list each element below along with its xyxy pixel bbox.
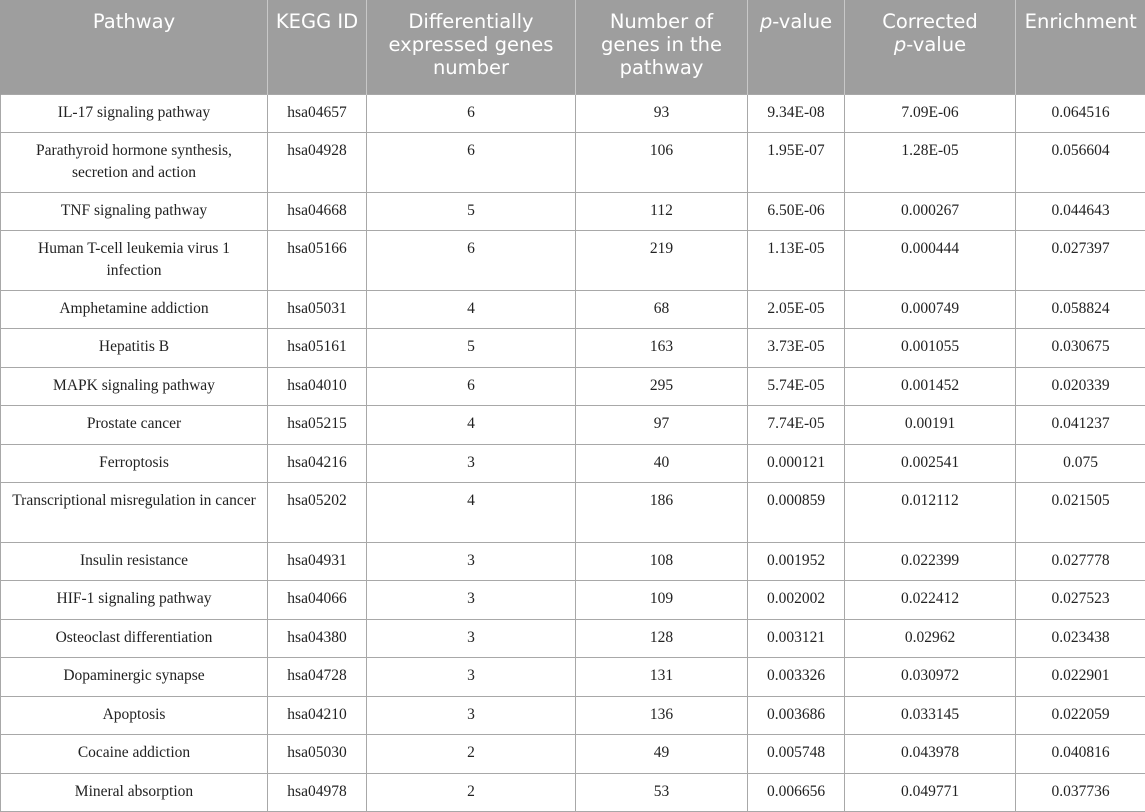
cell-p-value: 0.003686	[748, 696, 845, 735]
cell-pathway: IL-17 signaling pathway	[1, 94, 268, 133]
cell-corrected-p-value: 0.002541	[845, 444, 1016, 483]
table-row	[1, 367, 1145, 406]
header-p-value-rest: -value	[772, 10, 832, 33]
cell-genes-in-pathway: 186	[576, 483, 748, 543]
cell-corrected-p-value: 0.033145	[845, 696, 1016, 735]
cell-enrichment: 0.020339	[1016, 367, 1145, 406]
cell-corrected-p-value: 0.001055	[845, 329, 1016, 368]
cell-pathway: Dopaminergic synapse	[1, 658, 268, 697]
cell-kegg-id: hsa04010	[268, 367, 367, 406]
cell-enrichment: 0.075	[1016, 444, 1145, 483]
cell-enrichment: 0.027778	[1016, 542, 1145, 581]
cell-p-value: 3.73E-05	[748, 329, 845, 368]
cell-p-value: 6.50E-06	[748, 192, 845, 231]
cell-kegg-id: hsa05031	[268, 290, 367, 329]
table-row	[1, 94, 1145, 133]
header-row	[1, 0, 1145, 94]
cell-corrected-p-value: 1.28E-05	[845, 133, 1016, 193]
cell-genes-in-pathway: 219	[576, 231, 748, 291]
header-enrichment: Enrichment	[1016, 0, 1145, 94]
cell-kegg-id: hsa04657	[268, 94, 367, 133]
cell-p-value: 9.34E-08	[748, 94, 845, 133]
cell-kegg-id: hsa04066	[268, 581, 367, 620]
cell-genes-in-pathway: 131	[576, 658, 748, 697]
cell-de-genes: 2	[367, 735, 576, 774]
cell-p-value: 0.003121	[748, 619, 845, 658]
cell-pathway: Human T-cell leukemia virus 1 infection	[1, 231, 268, 291]
cell-de-genes: 6	[367, 133, 576, 193]
cell-kegg-id: hsa04978	[268, 773, 367, 812]
header-corrected-rest: -value	[906, 33, 966, 56]
cell-de-genes: 3	[367, 696, 576, 735]
cell-pathway: Insulin resistance	[1, 542, 268, 581]
cell-enrichment: 0.064516	[1016, 94, 1145, 133]
cell-corrected-p-value: 0.049771	[845, 773, 1016, 812]
cell-de-genes: 6	[367, 94, 576, 133]
cell-pathway: MAPK signaling pathway	[1, 367, 268, 406]
cell-enrichment: 0.022901	[1016, 658, 1145, 697]
header-corrected-italic: p	[894, 33, 906, 56]
table-body	[1, 94, 1145, 812]
cell-de-genes: 3	[367, 444, 576, 483]
cell-corrected-p-value: 0.022412	[845, 581, 1016, 620]
table-row	[1, 290, 1145, 329]
cell-pathway: Prostate cancer	[1, 406, 268, 445]
cell-p-value: 0.000121	[748, 444, 845, 483]
cell-enrichment: 0.044643	[1016, 192, 1145, 231]
cell-enrichment: 0.023438	[1016, 619, 1145, 658]
cell-pathway: TNF signaling pathway	[1, 192, 268, 231]
cell-genes-in-pathway: 97	[576, 406, 748, 445]
cell-de-genes: 5	[367, 192, 576, 231]
cell-de-genes: 3	[367, 619, 576, 658]
header-p-value-italic: p	[760, 10, 772, 33]
table-row	[1, 329, 1145, 368]
cell-genes-in-pathway: 109	[576, 581, 748, 620]
cell-enrichment: 0.027397	[1016, 231, 1145, 291]
cell-p-value: 5.74E-05	[748, 367, 845, 406]
cell-genes-in-pathway: 163	[576, 329, 748, 368]
cell-kegg-id: hsa04728	[268, 658, 367, 697]
cell-genes-in-pathway: 93	[576, 94, 748, 133]
cell-p-value: 0.002002	[748, 581, 845, 620]
cell-corrected-p-value: 0.001452	[845, 367, 1016, 406]
table-row	[1, 658, 1145, 697]
table-row	[1, 406, 1145, 445]
cell-kegg-id: hsa05215	[268, 406, 367, 445]
cell-genes-in-pathway: 295	[576, 367, 748, 406]
cell-de-genes: 2	[367, 773, 576, 812]
cell-kegg-id: hsa05166	[268, 231, 367, 291]
cell-p-value: 7.74E-05	[748, 406, 845, 445]
cell-kegg-id: hsa04931	[268, 542, 367, 581]
table-header	[1, 0, 1145, 94]
cell-p-value: 2.05E-05	[748, 290, 845, 329]
cell-enrichment: 0.030675	[1016, 329, 1145, 368]
cell-p-value: 0.005748	[748, 735, 845, 774]
cell-corrected-p-value: 0.000267	[845, 192, 1016, 231]
cell-genes-in-pathway: 49	[576, 735, 748, 774]
cell-corrected-p-value: 7.09E-06	[845, 94, 1016, 133]
cell-pathway: Mineral absorption	[1, 773, 268, 812]
cell-de-genes: 6	[367, 231, 576, 291]
cell-corrected-p-value: 0.02962	[845, 619, 1016, 658]
cell-genes-in-pathway: 68	[576, 290, 748, 329]
cell-pathway: Cocaine addiction	[1, 735, 268, 774]
table-row	[1, 735, 1145, 774]
table-row	[1, 444, 1145, 483]
cell-p-value: 0.003326	[748, 658, 845, 697]
cell-kegg-id: hsa05161	[268, 329, 367, 368]
header-genes-in-pathway: Number of genes in the pathway	[576, 0, 748, 94]
cell-pathway: Parathyroid hormone synthesis, secretion and action	[1, 133, 268, 193]
cell-p-value: 1.13E-05	[748, 231, 845, 291]
cell-p-value: 0.000859	[748, 483, 845, 543]
header-p-value	[748, 0, 845, 94]
cell-kegg-id: hsa04928	[268, 133, 367, 193]
cell-de-genes: 4	[367, 406, 576, 445]
cell-de-genes: 4	[367, 290, 576, 329]
cell-enrichment: 0.037736	[1016, 773, 1145, 812]
cell-genes-in-pathway: 108	[576, 542, 748, 581]
header-pathway: Pathway	[1, 0, 268, 94]
cell-corrected-p-value: 0.043978	[845, 735, 1016, 774]
table-row	[1, 542, 1145, 581]
cell-enrichment: 0.027523	[1016, 581, 1145, 620]
cell-de-genes: 5	[367, 329, 576, 368]
cell-kegg-id: hsa05202	[268, 483, 367, 543]
cell-genes-in-pathway: 40	[576, 444, 748, 483]
cell-enrichment: 0.040816	[1016, 735, 1145, 774]
cell-corrected-p-value: 0.000444	[845, 231, 1016, 291]
cell-enrichment: 0.021505	[1016, 483, 1145, 543]
table-row	[1, 581, 1145, 620]
cell-pathway: Apoptosis	[1, 696, 268, 735]
cell-corrected-p-value: 0.022399	[845, 542, 1016, 581]
cell-kegg-id: hsa05030	[268, 735, 367, 774]
cell-de-genes: 4	[367, 483, 576, 543]
cell-p-value: 0.001952	[748, 542, 845, 581]
table-row	[1, 133, 1145, 193]
cell-pathway: HIF-1 signaling pathway	[1, 581, 268, 620]
cell-de-genes: 3	[367, 581, 576, 620]
cell-enrichment: 0.058824	[1016, 290, 1145, 329]
cell-p-value: 0.006656	[748, 773, 845, 812]
table-row	[1, 192, 1145, 231]
cell-kegg-id: hsa04380	[268, 619, 367, 658]
cell-genes-in-pathway: 106	[576, 133, 748, 193]
cell-pathway: Osteoclast differentiation	[1, 619, 268, 658]
header-corrected-p-value	[845, 0, 1016, 94]
cell-genes-in-pathway: 136	[576, 696, 748, 735]
cell-genes-in-pathway: 112	[576, 192, 748, 231]
cell-enrichment: 0.041237	[1016, 406, 1145, 445]
cell-enrichment: 0.056604	[1016, 133, 1145, 193]
table-row	[1, 773, 1145, 812]
cell-corrected-p-value: 0.012112	[845, 483, 1016, 543]
table-row	[1, 231, 1145, 291]
cell-de-genes: 6	[367, 367, 576, 406]
cell-de-genes: 3	[367, 542, 576, 581]
cell-corrected-p-value: 0.00191	[845, 406, 1016, 445]
cell-kegg-id: hsa04210	[268, 696, 367, 735]
cell-enrichment: 0.022059	[1016, 696, 1145, 735]
cell-p-value: 1.95E-07	[748, 133, 845, 193]
cell-kegg-id: hsa04216	[268, 444, 367, 483]
table-row	[1, 619, 1145, 658]
header-corrected-prefix: Corrected	[882, 10, 978, 33]
cell-pathway: Ferroptosis	[1, 444, 268, 483]
cell-kegg-id: hsa04668	[268, 192, 367, 231]
header-de-genes: Differentially expressed genes number	[367, 0, 576, 94]
cell-pathway: Transcriptional misregulation in cancer	[1, 483, 268, 543]
cell-genes-in-pathway: 128	[576, 619, 748, 658]
cell-pathway: Amphetamine addiction	[1, 290, 268, 329]
cell-pathway: Hepatitis B	[1, 329, 268, 368]
table-row	[1, 483, 1145, 543]
cell-genes-in-pathway: 53	[576, 773, 748, 812]
cell-corrected-p-value: 0.000749	[845, 290, 1016, 329]
cell-de-genes: 3	[367, 658, 576, 697]
table-row	[1, 696, 1145, 735]
header-kegg-id: KEGG ID	[268, 0, 367, 94]
cell-corrected-p-value: 0.030972	[845, 658, 1016, 697]
